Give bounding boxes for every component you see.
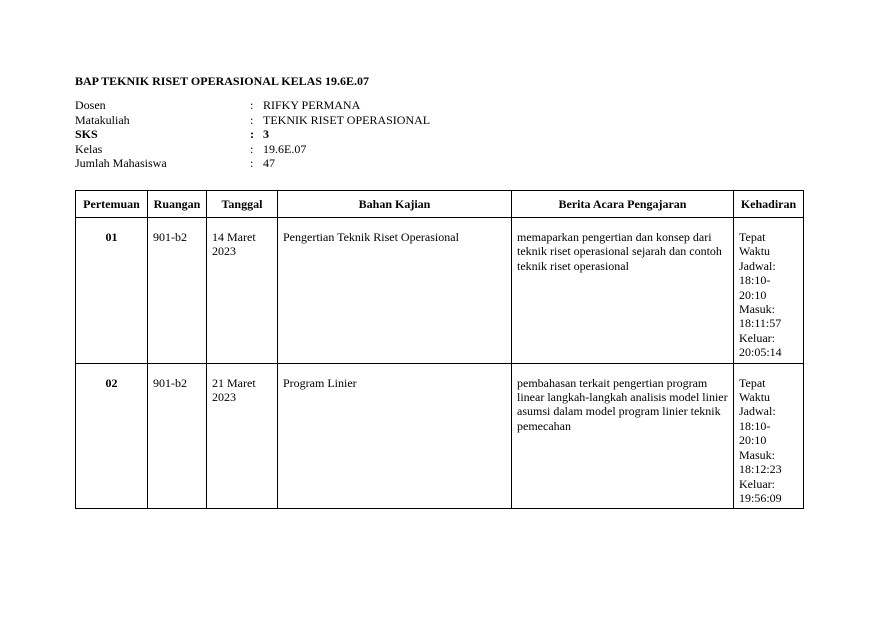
table-row (76, 368, 804, 509)
info-label: Kelas (75, 141, 103, 156)
info-value: 3 (263, 127, 269, 141)
kehadiran-keluar: Keluar: 20:05:14 (739, 330, 782, 360)
header-berita-acara: Berita Acara Pengajaran (512, 191, 734, 218)
cell-kehadiran (734, 368, 804, 509)
cell-ruangan: 901-b2 (148, 222, 207, 363)
cell-pertemuan: 02 (76, 368, 148, 509)
kehadiran-masuk: Masuk: 18:12:23 (739, 447, 782, 477)
kehadiran-jadwal: Jadwal: 18:10- 20:10 (739, 258, 776, 302)
info-label: Jumlah Mahasiswa (75, 156, 167, 170)
cell-berita-acara: pembahasan terkait pengertian program linear langkah-langkah analisis model linier asumsi dalam model program linier teknik pemecahan (512, 368, 734, 509)
header-ruangan: Ruangan (148, 191, 207, 218)
info-value: RIFKY PERMANA (263, 98, 361, 112)
kehadiran-status: Tepat Waktu (739, 230, 771, 259)
cell-bahan-kajian: Pengertian Teknik Riset Operasional (278, 222, 512, 363)
info-colon: : (250, 127, 254, 141)
info-colon: : (250, 98, 254, 112)
info-row-dosen (75, 98, 430, 113)
kehadiran-keluar: Keluar: 19:56:09 (739, 476, 782, 505)
info-row-sks (75, 127, 430, 142)
info-row-kelas (75, 142, 430, 157)
cell-tanggal: 21 Maret 2023 (207, 368, 278, 509)
info-colon: : (250, 141, 254, 156)
header-tanggal: Tanggal (207, 191, 278, 218)
info-colon: : (250, 156, 254, 170)
info-label: Dosen (75, 98, 106, 112)
info-row-matakuliah (75, 113, 430, 128)
info-label: SKS (75, 127, 98, 141)
kehadiran-masuk: Masuk: 18:11:57 (739, 302, 782, 331)
info-value: TEKNIK RISET OPERASIONAL (263, 112, 431, 127)
cell-berita-acara: memaparkan pengertian dan konsep dari teknik riset operasional sejarah dan contoh teknik riset operasional (512, 222, 734, 363)
kehadiran-jadwal: Jadwal: 18:10- 20:10 (739, 404, 776, 448)
page-title: BAP TEKNIK RISET OPERASIONAL KELAS 19.6E.07 (75, 74, 369, 88)
info-value: 47 (263, 156, 275, 170)
header-bahan-kajian: Bahan Kajian (278, 191, 512, 218)
cell-pertemuan: 01 (76, 222, 148, 363)
cell-kehadiran (734, 222, 804, 363)
info-colon: : (250, 112, 254, 127)
cell-ruangan: 901-b2 (148, 368, 207, 509)
header-kehadiran: Kehadiran (734, 191, 804, 218)
cell-tanggal: 14 Maret 2023 (207, 222, 278, 363)
kehadiran-status: Tepat Waktu (739, 375, 771, 405)
info-value: 19.6E.07 (263, 141, 307, 156)
bap-table (75, 190, 804, 509)
info-row-jumlah-mahasiswa (75, 156, 430, 171)
cell-bahan-kajian: Program Linier (278, 368, 512, 509)
header-pertemuan: Pertemuan (76, 191, 148, 218)
table-row (76, 222, 804, 363)
table-header-row (76, 191, 804, 218)
info-block (75, 98, 430, 171)
info-label: Matakuliah (75, 112, 130, 127)
